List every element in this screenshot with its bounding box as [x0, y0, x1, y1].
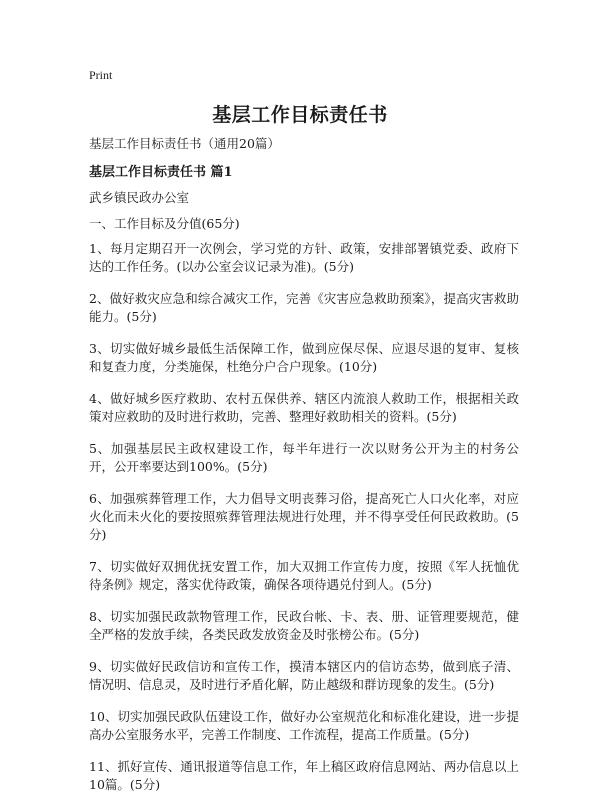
list-item: 10、切实加强民政队伍建设工作，做好办公室规范化和标准化建设，进一步提高办公室服务水平，完善工作制度、工作流程，提高工作质量。(5分)	[89, 709, 519, 742]
document-subtitle: 基层工作目标责任书（通用20篇）	[89, 136, 280, 151]
section-heading: 基层工作目标责任书 篇1	[89, 165, 233, 180]
list-item: 8、切实加强民政款物管理工作，民政台帐、卡、表、册、证管理要规范，健全严格的发放手续，各类民政发放资金及时张榜公布。(5分)	[89, 609, 519, 642]
print-link[interactable]: Print	[89, 68, 113, 82]
list-item: 1、每月定期召开一次例会，学习党的方针、政策，安排部署镇党委、政府下达的工作任务。(以办公室会议记录为准)。(5分)	[89, 241, 519, 274]
list-item: 9、切实做好民政信访和宣传工作，摸清本辖区内的信访态势，做到底子清、情况明、信息灵，及时进行矛盾化解，防止越级和群访现象的发生。(5分)	[89, 659, 519, 692]
list-item: 2、做好救灾应急和综合减灾工作，完善《灾害应急救助预案》，提高灾害救助能力。(5分)	[89, 291, 519, 324]
heading-goals: 一、工作目标及分值(65分)	[89, 216, 240, 231]
list-item: 7、切实做好双拥优抚安置工作，加大双拥工作宣传力度，按照《军人抚恤优待条例》规定，落实优待政策，确保各项待遇兑付到人。(5分)	[89, 559, 519, 592]
document-title: 基层工作目标责任书	[212, 104, 388, 126]
list-item: 4、做好城乡医疗救助、农村五保供养、辖区内流浪人救助工作，根据相关政策对应救助的及时进行救助，完善、整理好救助相关的资料。(5分)	[89, 391, 519, 424]
list-item: 5、加强基层民主政权建设工作，每半年进行一次以财务公开为主的村务公开，公开率要达到100%。(5分)	[89, 441, 519, 474]
item-list	[89, 240, 519, 808]
organization-name: 武乡镇民政办公室	[89, 190, 190, 205]
list-item: 11、抓好宣传、通讯报道等信息工作，年上稿区政府信息网站、两办信息以上10篇。(5分)	[89, 759, 519, 792]
list-item: 3、切实做好城乡最低生活保障工作，做到应保尽保、应退尽退的复审、复核和复查力度，分类施保，杜绝分户合户现象。(10分)	[89, 341, 519, 374]
list-item: 6、加强殡葬管理工作，大力倡导文明丧葬习俗，提高死亡人口火化率，对应火化而未火化的要按照殡葬管理法规进行处理，并不得享受任何民政救助。(5分)	[89, 491, 519, 542]
